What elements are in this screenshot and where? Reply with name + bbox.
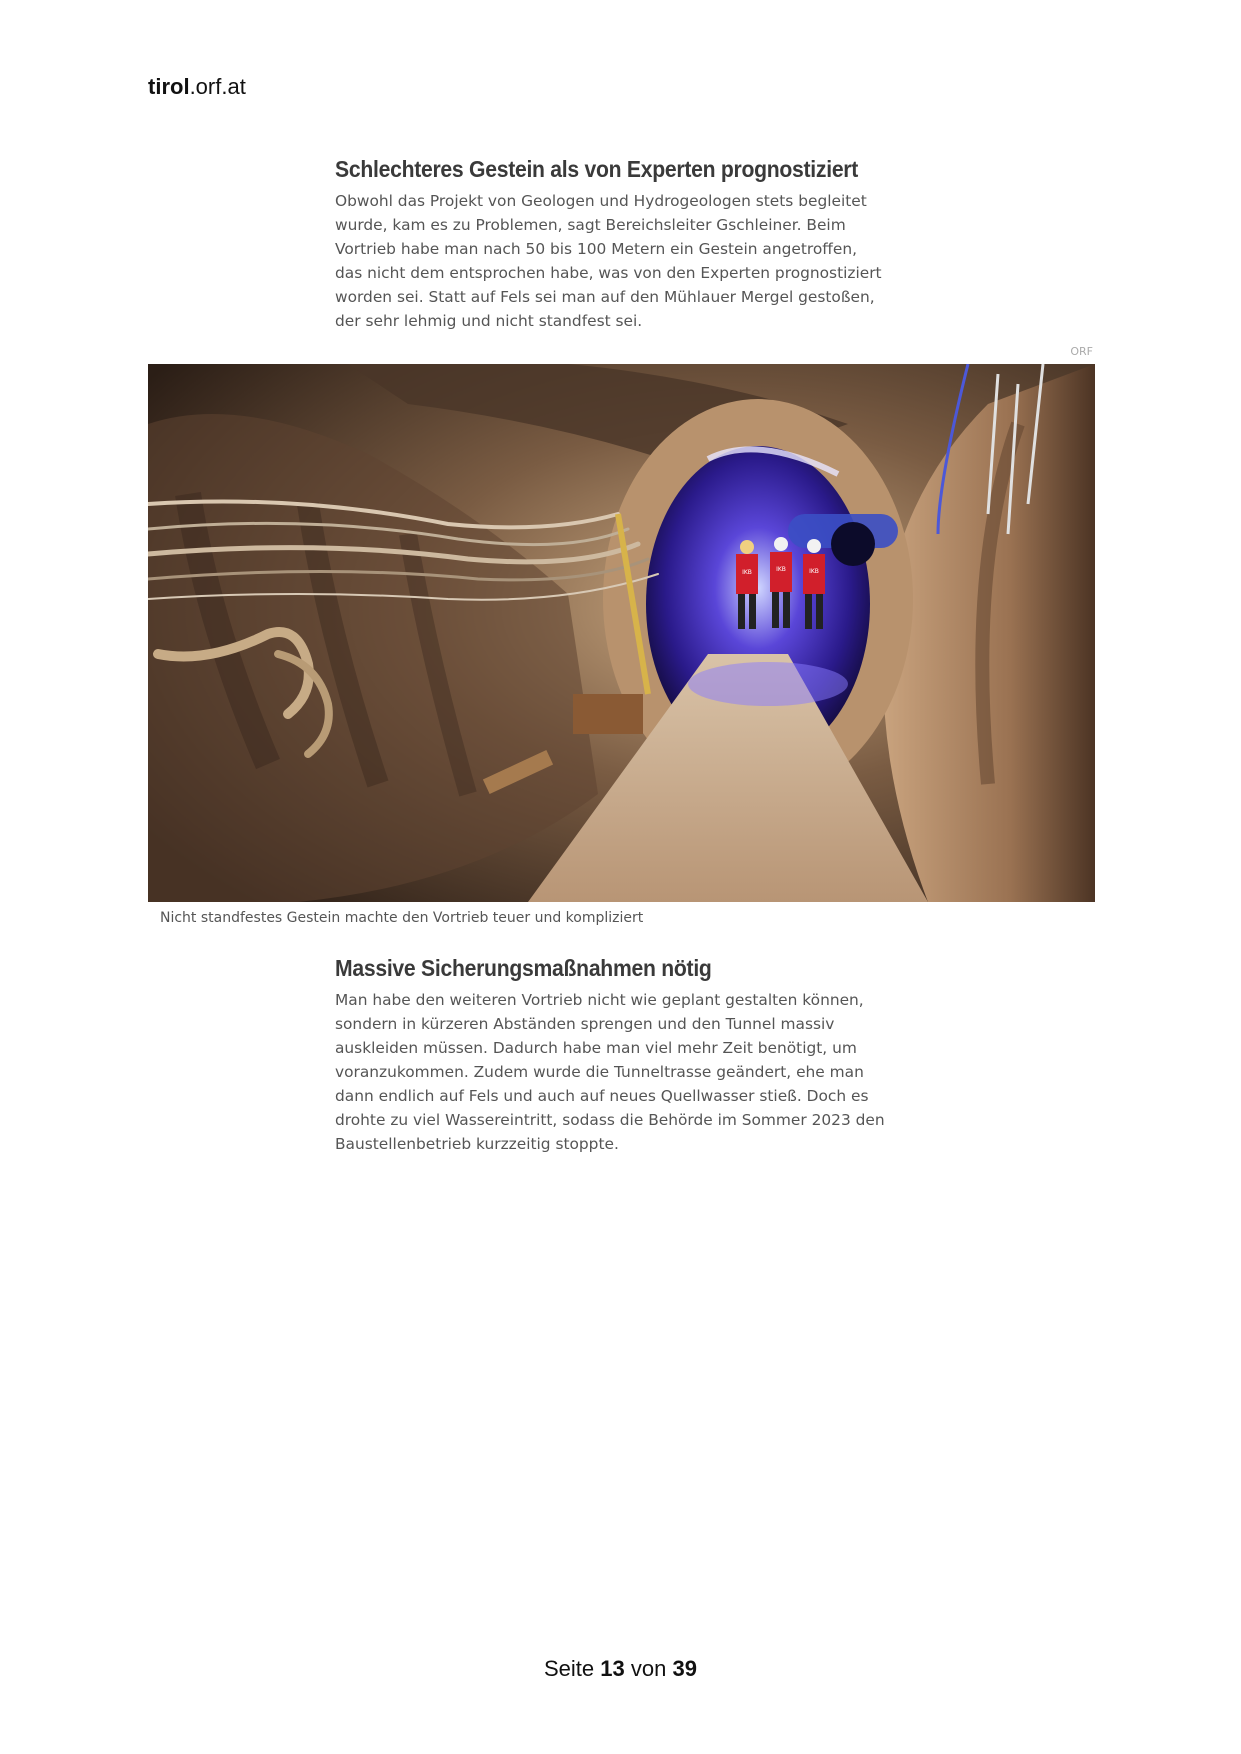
- site-brand-rest: .orf.at: [189, 74, 246, 99]
- article-section-geology: [335, 156, 915, 333]
- vest-label: IKB: [809, 568, 819, 575]
- body-line: voranzukommen. Zudem wurde die Tunneltrasse geändert, ehe man: [335, 1063, 864, 1081]
- image-credit: ORF: [1070, 345, 1093, 358]
- body-line: Man habe den weiteren Vortrieb nicht wie geplant gestalten können,: [335, 991, 864, 1009]
- body-line: drohte zu viel Wassereintritt, sodass die Behörde im Sommer 2023 den: [335, 1111, 885, 1129]
- body-line: wurde, kam es zu Problemen, sagt Bereichsleiter Gschleiner. Beim: [335, 216, 846, 234]
- body-line: der sehr lehmig und nicht standfest sei.: [335, 312, 643, 330]
- body-line: auskleiden müssen. Dadurch habe man viel mehr Zeit benötigt, um: [335, 1039, 857, 1057]
- page-number-footer: [0, 1656, 1241, 1682]
- site-brand-bold: tirol: [148, 74, 190, 99]
- footer-middle: von: [630, 1656, 667, 1681]
- section-heading: Massive Sicherungsmaßnahmen nötig: [335, 955, 712, 981]
- body-line: Baustellenbetrieb kurzzeitig stoppte.: [335, 1135, 619, 1153]
- footer-total-pages: 39: [672, 1656, 697, 1681]
- site-header: [148, 74, 246, 100]
- body-line: Vortrieb habe man nach 50 bis 100 Metern ein Gestein angetroffen,: [335, 240, 857, 258]
- body-line: sondern in kürzeren Abständen sprengen und den Tunnel massiv: [335, 1015, 835, 1033]
- image-caption: Nicht standfestes Gestein machte den Vortrieb teuer und kompliziert: [160, 910, 644, 926]
- vest-label: IKB: [776, 566, 786, 573]
- footer-prefix: Seite: [544, 1656, 595, 1681]
- section-heading: Schlechteres Gestein als von Experten prognostiziert: [335, 156, 859, 182]
- vest-label: IKB: [742, 569, 752, 576]
- tunnel-photo: [148, 364, 1095, 902]
- body-line: worden sei. Statt auf Fels sei man auf den Mühlauer Mergel gestoßen,: [335, 288, 875, 306]
- footer-current-page: 13: [600, 1656, 625, 1681]
- section-body: [335, 189, 915, 333]
- body-line: das nicht dem entsprochen habe, was von den Experten prognostiziert: [335, 264, 882, 282]
- article-section-measures: [335, 955, 915, 1156]
- body-line: Obwohl das Projekt von Geologen und Hydrogeologen stets begleitet: [335, 192, 867, 210]
- section-body: [335, 988, 915, 1156]
- body-line: dann endlich auf Fels und auch auf neues Quellwasser stieß. Doch es: [335, 1087, 869, 1105]
